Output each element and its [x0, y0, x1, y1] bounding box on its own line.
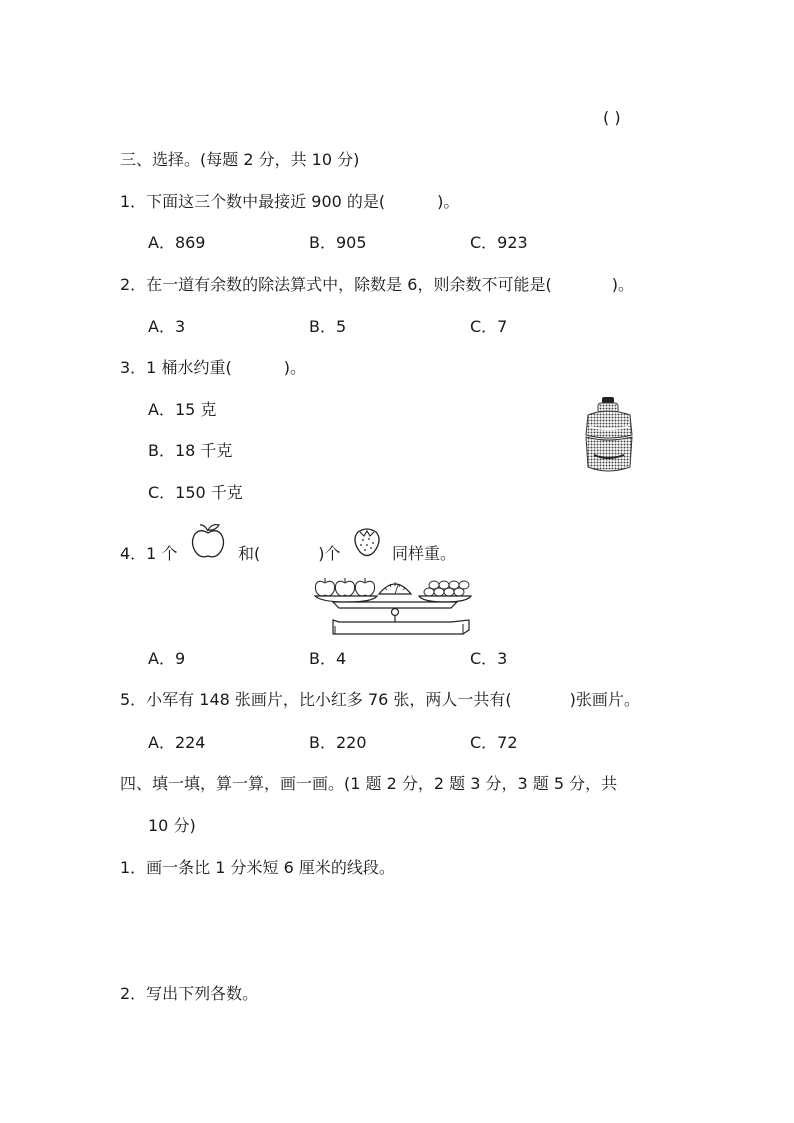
question-5-text: 5．小军有 148 张画片，比小红多 76 张，两人一共有(: [120, 690, 512, 709]
q1-option-a[interactable]: A．869: [148, 233, 206, 252]
question-2-text: 2．在一道有余数的除法算式中，除数是 6，则余数不可能是(: [120, 275, 552, 294]
question-1-text: 1．下面这三个数中最接近 900 的是(: [120, 192, 386, 211]
question-5: [120, 690, 640, 710]
q2-option-b[interactable]: B．5: [309, 317, 347, 336]
q4-option-a[interactable]: A．9: [148, 649, 186, 668]
question-2: [120, 275, 634, 295]
strawberry-icon: [350, 526, 384, 558]
q5-option-c[interactable]: C．72: [470, 733, 518, 752]
question-3-text: 3．1 桶水约重(: [120, 358, 232, 377]
q4-option-b[interactable]: B．4: [309, 649, 347, 668]
section-4-question-1: 1．画一条比 1 分米短 6 厘米的线段。: [120, 858, 395, 877]
question-4-part-d: 同样重。: [392, 544, 457, 563]
drawing-area[interactable]: [148, 890, 628, 970]
q5-option-a[interactable]: A．224: [148, 733, 206, 752]
top-answer-bracket: ( ): [603, 108, 621, 127]
q5-option-b[interactable]: B．220: [309, 733, 367, 752]
section-4-question-2: 2．写出下列各数。: [120, 984, 259, 1003]
question-3: [120, 358, 306, 378]
q3-option-a[interactable]: A．15 克: [148, 400, 217, 419]
question-4-he: 和(: [238, 544, 261, 563]
q3-option-b[interactable]: B．18 千克: [148, 441, 233, 460]
question-2-end: )。: [611, 275, 634, 294]
q2-option-c[interactable]: C．7: [470, 317, 508, 336]
question-1-end: )。: [437, 192, 460, 211]
question-3-end: )。: [283, 358, 306, 377]
question-4-part-b: [238, 544, 341, 564]
section-4-title-line-2: 10 分): [148, 816, 196, 835]
q1-option-b[interactable]: B．905: [309, 233, 367, 252]
q2-option-a[interactable]: A．3: [148, 317, 186, 336]
question-4-ge: )个: [318, 544, 341, 563]
q4-option-c[interactable]: C．3: [470, 649, 508, 668]
question-1: [120, 192, 459, 212]
q1-option-c[interactable]: C．923: [470, 233, 528, 252]
section-4-title-line-1: 四、填一填，算一算，画一画。(1 题 2 分，2 题 3 分，3 题 5 分，共: [120, 774, 618, 793]
balance-scale-icon: [313, 574, 473, 636]
section-3-title: 三、选择。(每题 2 分，共 10 分): [120, 150, 360, 169]
water-bucket-icon: [578, 395, 640, 477]
question-4-part-a: 4．1 个: [120, 544, 178, 563]
question-5-end: )张画片。: [569, 690, 640, 709]
apple-icon: [190, 522, 226, 560]
q3-option-c[interactable]: C．150 千克: [148, 483, 243, 502]
